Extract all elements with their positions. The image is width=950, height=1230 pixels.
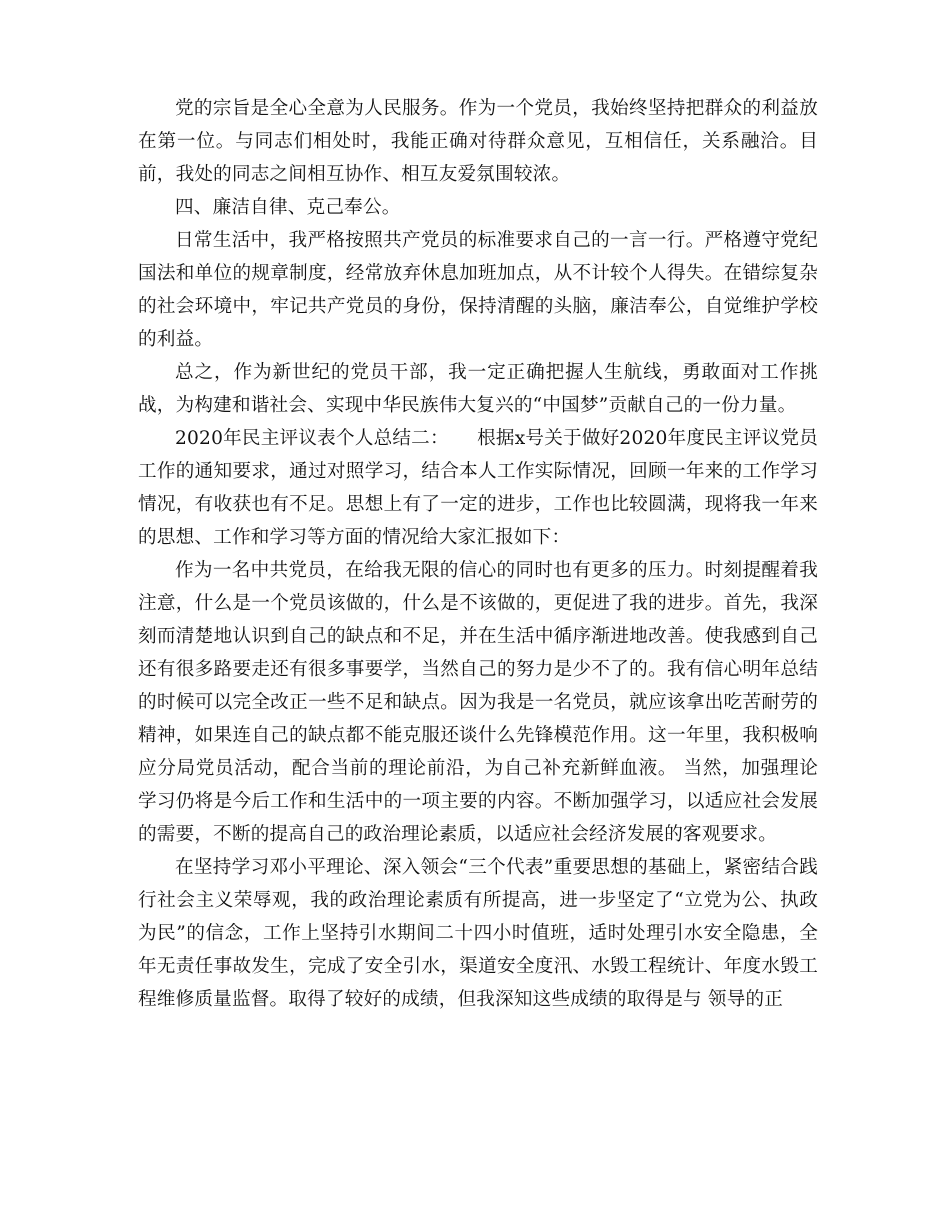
paragraph-4: 2020年民主评议表个人总结二： 根据x号关于做好2020年度民主评议党员工作的通知要求，通过对照学习，结合本人工作实际情况，回顾一年来的工作学习情况，有收获也有不足。思想上有了一定的进步，工作也比较圆满，现将我一年来的思想、工作和学习等方面的情况给大家汇报如下： bbox=[138, 428, 818, 548]
paragraph-1: 党的宗旨是全心全意为人民服务。作为一个党员，我始终坚持把群众的利益放在第一位。与同志们相处时，我能正确对待群众意见，互相信任，关系融洽。目前，我处的同志之间相互协作、相互友爱氛围较浓。 bbox=[138, 98, 818, 185]
paragraph-2: 日常生活中，我严格按照共产党员的标准要求自己的一言一行。严格遵守党纪国法和单位的规章制度，经常放弃休息加班加点，从不计较个人得失。在错综复杂的社会环境中，牢记共产党员的身份，保持清醒的头脑，廉洁奉公，自觉维护学校的利益。 bbox=[138, 230, 818, 350]
document-body bbox=[138, 92, 818, 1016]
paragraph-5: 作为一名中共党员，在给我无限的信心的同时也有更多的压力。时刻提醒着我注意，什么是一个党员该做的，什么是不该做的，更促进了我的进步。首先，我深刻而清楚地认识到自己的缺点和不足，并在生活中循序渐进地改善。使我感到自己还有很多路要走还有很多事要学，当然自己的努力是少不了的。我有信心明年总结的时候可以完全改正一些不足和缺点。因为我是一名党员，就应该拿出吃苦耐劳的精神，如果连自己的缺点都不能克服还谈什么先锋模范作用。这一年里，我积极响应分局党员活动，配合当前的理论前沿，为自己补充新鲜血液。 当然，加强理论学习仍将是今后工作和生活中的一项主要的内容。不断加强学习，以适应社会发展的需要，不断的提高自己的政治理论素质，以适应社会经济发展的客观要求。 bbox=[138, 560, 818, 845]
paragraph-3: 总之，作为新世纪的党员干部，我一定正确把握人生航线，勇敢面对工作挑战，为构建和谐社会、实现中华民族伟大复兴的“中国梦”贡献自己的一份力量。 bbox=[138, 362, 818, 416]
section-heading: 四、廉洁自律、克己奉公。 bbox=[175, 197, 401, 218]
paragraph-6: 在坚持学习邓小平理论、深入领会“三个代表”重要思想的基础上，紧密结合践行社会主义荣辱观，我的政治理论素质有所提高，进一步坚定了“立党为公、执政为民”的信念，工作上坚持引水期间二十四小时值班，适时处理引水安全隐患，全年无责任事故发生，完成了安全引水，渠道安全度汛、水毁工程统计、年度水毁工程维修质量监督。取得了较好的成绩，但我深知这些成绩的取得是与 领导的正 bbox=[138, 857, 818, 1010]
